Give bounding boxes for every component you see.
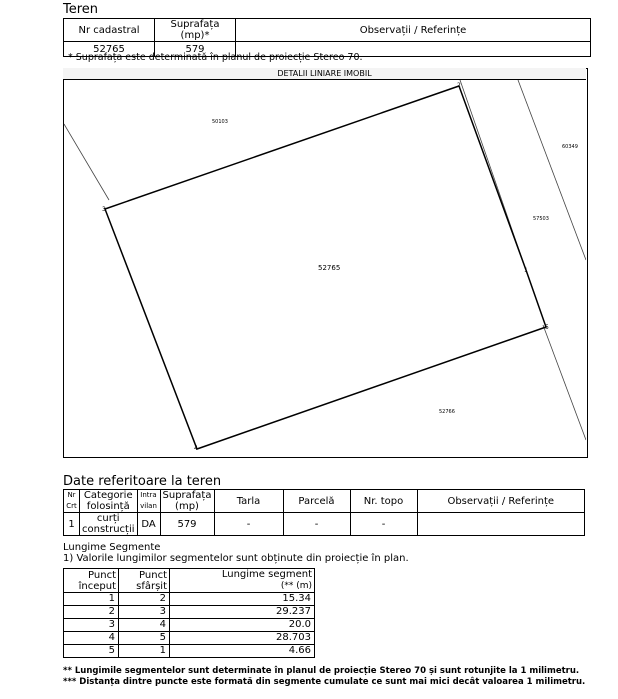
segmente-subtitle: 1) Valorile lungimilor segmentelor sunt obținute din proiecție în plan. (63, 553, 409, 564)
date-header-suprafata: Suprafața (mp) (160, 490, 214, 513)
date-nr-topo: - (350, 513, 417, 536)
neighbor-boundary-right-top (518, 80, 586, 260)
teren-header-nr-cadastral: Nr cadastral (64, 19, 155, 42)
date-suprafata: 579 (160, 513, 214, 536)
segment-length: 28.703 (170, 632, 315, 645)
seg-header-start: Punct început (64, 569, 119, 593)
date-header-intravilan: Intra vilan (137, 490, 160, 513)
seg-header-length (170, 569, 315, 593)
segment-row (64, 645, 315, 658)
segmente-table (63, 568, 315, 658)
neighbor-id-top: 50103 (212, 119, 228, 125)
segment-length: 15.34 (170, 593, 315, 606)
date-header-nr-topo: Nr. topo (350, 490, 417, 513)
neighbor-id-right-far: 60349 (562, 144, 578, 150)
point-label-5: 5 (545, 324, 549, 331)
teren-header-row (64, 19, 591, 42)
teren-nr-cadastral: 52765 (64, 42, 155, 57)
date-nr-crt: 1 (64, 513, 80, 536)
segmente-note-2: *** Distanța dintre puncte este formată din segmente cumulate ce sunt mai mici decât valoarea 1 milimetru. (63, 677, 586, 687)
date-header-categorie: Categorie folosință (80, 490, 138, 513)
neighbor-boundary-right-bottom (543, 325, 586, 440)
teren-title: Teren (63, 2, 99, 17)
teren-suprafata: 579 (155, 42, 236, 57)
date-parcela: - (283, 513, 350, 536)
parcel-plan (63, 80, 586, 456)
segment-start: 3 (64, 619, 119, 632)
teren-header-suprafata: Suprafața (mp)* (155, 19, 236, 42)
segment-end: 1 (119, 645, 170, 658)
segment-start: 1 (64, 593, 119, 606)
teren-note: * Suprafața este determinată în planul de proiecție Stereo 70. (68, 52, 363, 63)
segment-end: 4 (119, 619, 170, 632)
segment-row (64, 606, 315, 619)
seg-header-length-unit: (** (m) (280, 581, 312, 591)
segment-row (64, 593, 315, 606)
plan-header: DETALII LINIARE IMOBIL (63, 68, 586, 80)
date-header-tarla: Tarla (214, 490, 283, 513)
teren-header-observatii: Observații / Referințe (236, 19, 591, 42)
date-header-nr-crt: Nr Crt (64, 490, 80, 513)
date-header-parcela: Parcelă (283, 490, 350, 513)
neighbor-boundary-left (64, 124, 109, 200)
segment-end: 2 (119, 593, 170, 606)
seg-header-length-label: Lungime segment (221, 569, 312, 580)
date-teren-header-row (64, 490, 585, 513)
segment-end: 5 (119, 632, 170, 645)
segment-start: 2 (64, 606, 119, 619)
segmente-title: Lungime Segmente (63, 542, 161, 553)
segment-start: 4 (64, 632, 119, 645)
date-teren-table (63, 489, 585, 536)
segment-row (64, 632, 315, 645)
point-label-2: 2 (457, 82, 461, 89)
neighbor-id-right: 57503 (533, 216, 549, 222)
date-intravilan: DA (137, 513, 160, 536)
segment-length: 29.237 (170, 606, 315, 619)
date-categorie: curți construcții (80, 513, 138, 536)
segment-row (64, 619, 315, 632)
neighbor-id-bottom: 52766 (439, 409, 455, 415)
seg-header-end: Punct sfârșit (119, 569, 170, 593)
segment-length: 20.0 (170, 619, 315, 632)
point-label-4: 4 (194, 445, 198, 452)
segmente-note-1: ** Lungimile segmentelor sunt determinate în planul de proiecție Stereo 70 și sunt rotunjite la 1 milimetru. (63, 666, 580, 676)
date-tarla: - (214, 513, 283, 536)
segment-start: 5 (64, 645, 119, 658)
date-observatii (417, 513, 585, 536)
segment-end: 3 (119, 606, 170, 619)
segmente-header-row (64, 569, 315, 593)
point-label-3: 3 (102, 206, 106, 213)
segment-length: 4.66 (170, 645, 315, 658)
date-teren-title: Date referitoare la teren (63, 474, 222, 489)
date-teren-data-row (64, 513, 585, 536)
date-header-observatii: Observații / Referințe (417, 490, 585, 513)
point-label-1: 1 (524, 267, 528, 274)
parcel-id-label: 52765 (318, 264, 341, 272)
